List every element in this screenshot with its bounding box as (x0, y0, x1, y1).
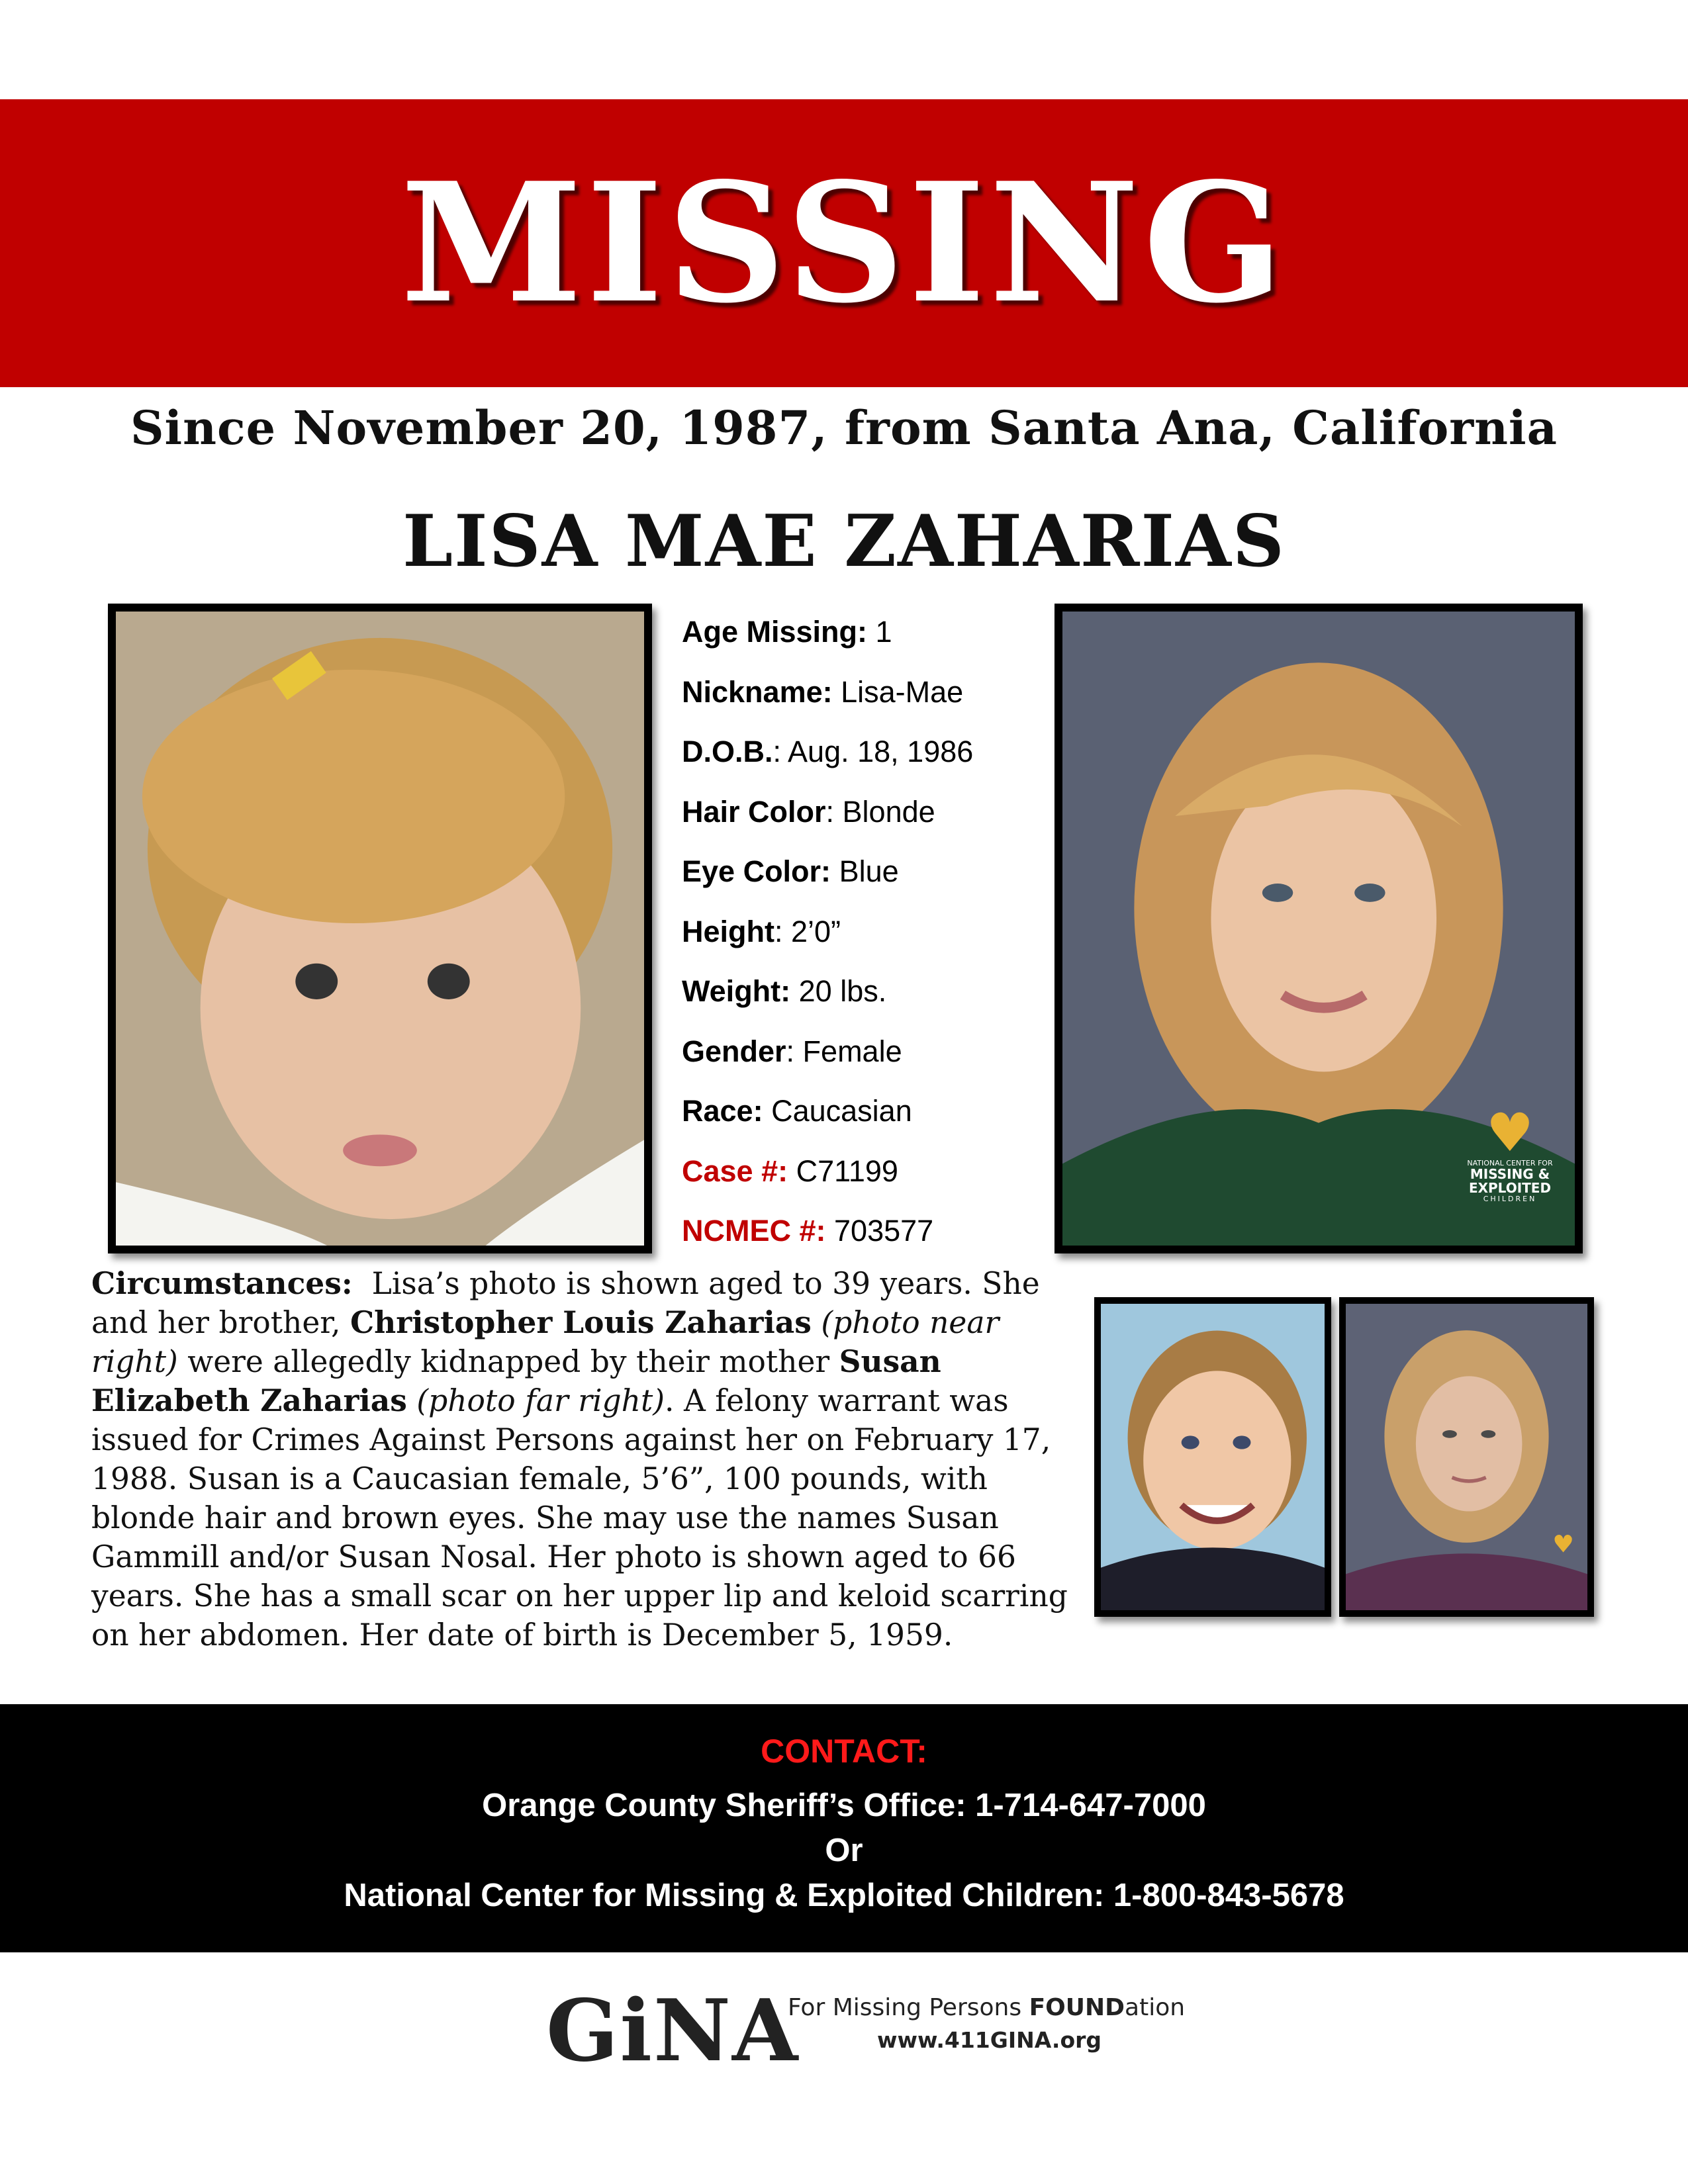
contact-panel (0, 1704, 1688, 1952)
detail-label: Eye Color: (682, 854, 831, 888)
gina-wordmark: GiNA (546, 1981, 800, 2081)
detail-ncmec-number (682, 1211, 1039, 1271)
ncmec-watermark (1450, 1102, 1570, 1203)
detail-label: Height (682, 914, 774, 948)
gina-tag-prefix: For Missing Persons (788, 1994, 1029, 2021)
circumstances-text-2: were allegedly kidnapped by their mother (187, 1344, 830, 1379)
circumstances-label: Circumstances: (91, 1265, 353, 1301)
missing-title: MISSING (400, 146, 1288, 340)
missing-banner (0, 99, 1688, 387)
detail-value: 1 (875, 615, 892, 649)
ncmec-line2: MISSING & (1470, 1165, 1550, 1182)
detail-age-missing (682, 612, 1039, 672)
child-photo (108, 604, 652, 1253)
detail-value: C71199 (796, 1154, 898, 1188)
detail-label: Nickname: (682, 674, 833, 709)
ncmec-heart-icon: ♥ (1486, 1102, 1534, 1163)
detail-dob (682, 732, 1039, 792)
detail-label: Hair Color (682, 794, 826, 829)
circumstances-text-3: . A felony warrant was issued for Crimes Against Persons against her on February 17, 1988. Susan is a Caucasian female, 5’6”, 100 pounds, with blonde hair and brown eyes. She may use the names Susan Gammill and/or Susan Nosal. Her photo is shown aged to 66 years. She has a small scar on her upper lip and keloid scarring on her abdomen. Her date of birth is December 5, 1959. (91, 1383, 1068, 1653)
mini-ncmec-heart-icon: ♥ (1552, 1529, 1574, 1559)
detail-eye-color (682, 852, 1039, 912)
gina-tag-strong: FOUND (1029, 1994, 1125, 2021)
contact-sheriff: Orange County Sheriff’s Office: 1-714-647-7000 (482, 1788, 1206, 1823)
detail-value: : 2’0” (774, 914, 841, 948)
detail-label: Gender (682, 1034, 786, 1068)
detail-value: Caucasian (771, 1094, 912, 1128)
brother-photo (1094, 1297, 1331, 1617)
detail-hair-color (682, 792, 1039, 852)
detail-value: 20 lbs. (798, 974, 887, 1008)
gina-tagline (788, 1994, 1185, 2021)
detail-value: : Female (786, 1034, 902, 1068)
detail-height (682, 912, 1039, 972)
detail-value: : Blonde (825, 794, 935, 829)
detail-label: Case #: (682, 1154, 788, 1188)
gina-tag-suffix: ation (1125, 1994, 1186, 2021)
detail-value: Lisa-Mae (841, 674, 964, 709)
detail-label: NCMEC #: (682, 1214, 826, 1248)
missing-since-line: Since November 20, 1987, from Santa Ana, California (130, 400, 1558, 455)
circumstances-paragraph (91, 1264, 1071, 1655)
detail-value: : Aug. 18, 1986 (773, 735, 974, 768)
gina-url: www.411GINA.org (877, 2027, 1102, 2053)
ncmec-line3: EXPLOITED (1468, 1179, 1552, 1196)
detail-label: Age Missing: (682, 615, 868, 649)
detail-label: Race: (682, 1094, 763, 1128)
detail-race (682, 1091, 1039, 1152)
details-list (682, 612, 1039, 1271)
circumstances-text-1: Lisa’s photo is shown aged to 39 years. She and her brother, (91, 1266, 1040, 1340)
contact-title: CONTACT: (761, 1733, 927, 1770)
detail-value: 703577 (834, 1214, 934, 1248)
mother-photo-image (1346, 1304, 1587, 1610)
mother-photo-note: (photo far right) (416, 1383, 665, 1418)
detail-label: Weight: (682, 974, 791, 1008)
detail-value: Blue (839, 854, 899, 888)
ncmec-line1: NATIONAL CENTER FOR (1467, 1159, 1553, 1167)
gina-logo (546, 1981, 1186, 2081)
mother-name: Susan Elizabeth Zaharias (91, 1343, 941, 1418)
brother-photo-image (1101, 1304, 1325, 1610)
child-photo-image (116, 612, 644, 1246)
detail-gender (682, 1032, 1039, 1092)
detail-label: D.O.B. (682, 735, 773, 768)
detail-case-number (682, 1152, 1039, 1212)
detail-nickname (682, 672, 1039, 733)
contact-ncmec: National Center for Missing & Exploited Children: 1-800-843-5678 (344, 1878, 1344, 1913)
age-progressed-photo (1055, 604, 1583, 1253)
brother-photo-note: (photo near right) (91, 1305, 1000, 1379)
mother-photo (1339, 1297, 1594, 1617)
missing-person-name: LISA MAE ZAHARIAS (402, 500, 1286, 583)
detail-weight (682, 972, 1039, 1032)
brother-name: Christopher Louis Zaharias (350, 1304, 812, 1340)
ncmec-line4: CHILDREN (1483, 1194, 1537, 1203)
contact-or: Or (825, 1833, 863, 1868)
